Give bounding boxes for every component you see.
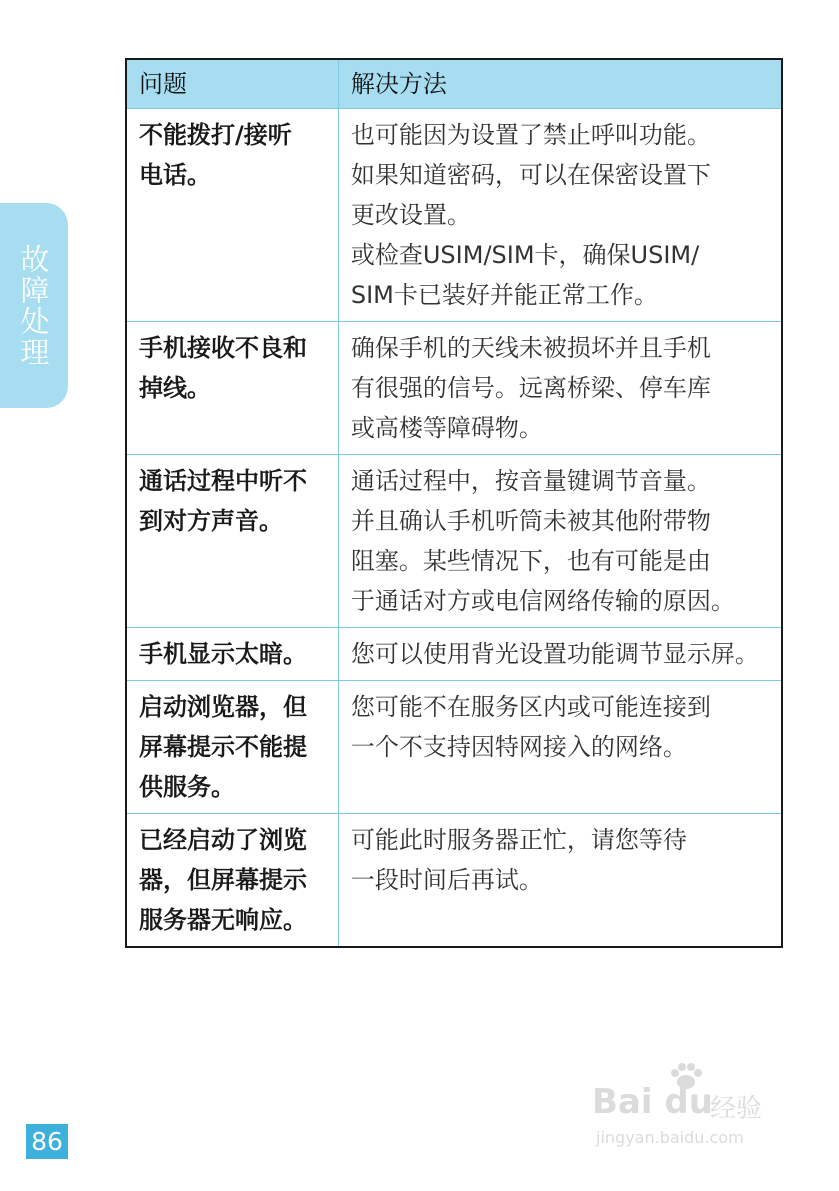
problem-cell: 手机显示太暗。 [126,628,338,681]
table-header-row [126,59,782,109]
problem-cell: 已经启动了浏览 器，但屏幕提示 服务器无响应。 [126,814,338,948]
table-row [126,814,782,948]
solution-cell: 确保手机的天线未被损坏并且手机 有很强的信号。远离桥梁、停车库 或高楼等障碍物。 [338,322,782,455]
solution-cell: 您可能不在服务区内或可能连接到 一个不支持因特网接入的网络。 [338,681,782,814]
header-solution: 解决方法 [338,59,782,109]
problem-cell: 手机接收不良和 掉线。 [126,322,338,455]
solution-cell: 您可以使用背光设置功能调节显示屏。 [338,628,782,681]
troubleshooting-table [125,58,783,948]
solution-cell: 通话过程中，按音量键调节音量。 并且确认手机听筒未被其他附带物 阻塞。某些情况下，也有可能是由 于通话对方或电信网络传输的原因。 [338,455,782,628]
chapter-side-tab [0,203,68,408]
page-number: 86 [26,1124,68,1159]
table-row [126,109,782,322]
solution-cell: 可能此时服务器正忙，请您等待 一段时间后再试。 [338,814,782,948]
baidu-watermark [592,1062,792,1158]
table-row [126,628,782,681]
chapter-side-tab-label: 故障处理 [16,243,51,368]
header-problem: 问题 [126,59,338,109]
problem-cell: 启动浏览器，但 屏幕提示不能提 供服务。 [126,681,338,814]
watermark-text: 经验 [710,1094,763,1124]
problem-cell: 不能拨打/接听 电话。 [126,109,338,322]
watermark-logo: Bai du [592,1082,713,1122]
problem-cell: 通话过程中听不 到对方声音。 [126,455,338,628]
table-row [126,455,782,628]
table-row [126,681,782,814]
watermark-url: jingyan.baidu.com [596,1128,744,1147]
table-row [126,322,782,455]
solution-cell: 也可能因为设置了禁止呼叫功能。 如果知道密码，可以在保密设置下 更改设置。 或检查USIM/SIM卡，确保USIM/ SIM卡已装好并能正常工作。 [338,109,782,322]
